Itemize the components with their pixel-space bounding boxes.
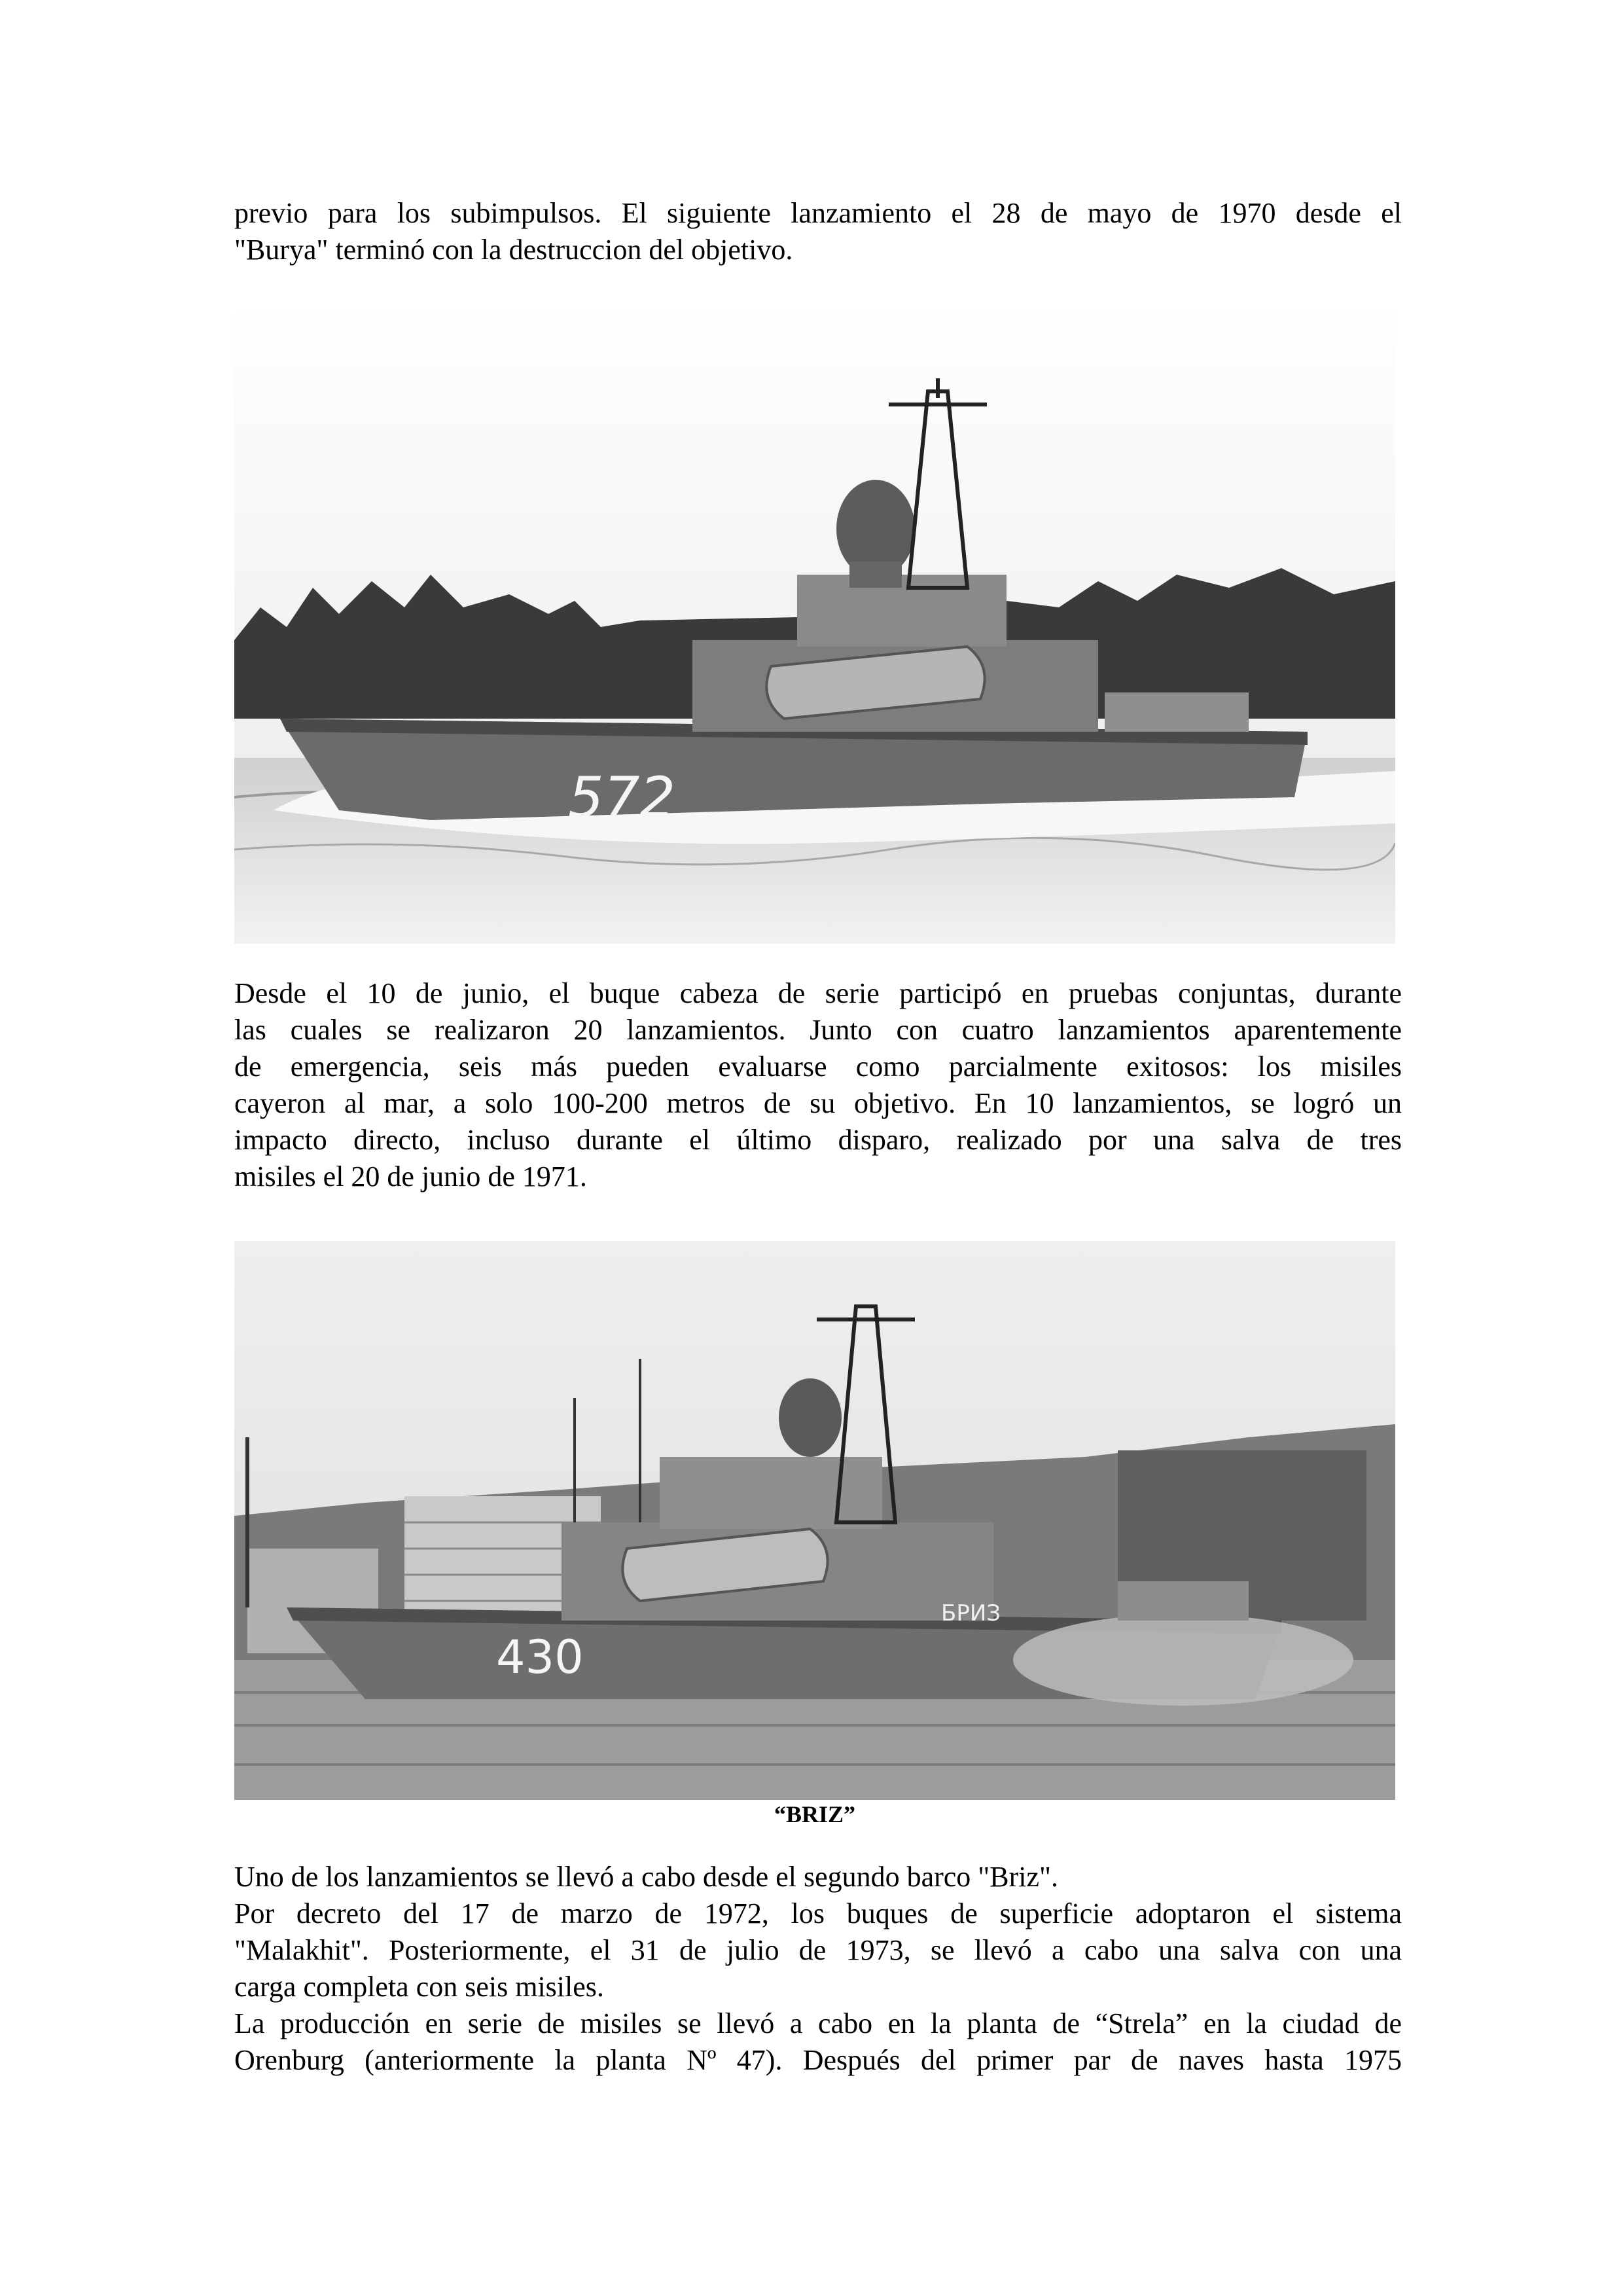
text-line: cayeron al mar, a solo 100-200 metros de su objetivo. En 10 lanzamientos, se logró un [234, 1087, 1402, 1119]
hull-number: 572 [568, 765, 676, 831]
text-line: Por decreto del 17 de marzo de 1972, los buques de superficie adoptaron el sistema [234, 1897, 1402, 1929]
text-line: de emergencia, seis más pueden evaluarse como parcialmente exitosos: los misiles [234, 1050, 1402, 1083]
text-line: impacto directo, incluso durante el último disparo, realizado por una salva de tres [234, 1124, 1402, 1156]
text-line: carga completa con seis misiles. [234, 1971, 604, 2003]
text-line: previo para los subimpulsos. El siguiente lanzamiento el 28 de mayo de 1970 desde el [234, 197, 1402, 229]
paragraph-2 [234, 975, 1402, 1195]
photo-caption: “BRIZ” [774, 1801, 856, 1827]
text-line: Desde el 10 de junio, el buque cabeza de serie participó en pruebas conjuntas, durante [234, 977, 1402, 1009]
text-line: "Malakhit". Posteriormente, el 31 de julio de 1973, se llevó a cabo una salva con una [234, 1934, 1402, 1966]
text-line: Uno de los lanzamientos se llevó a cabo desde el segundo barco "Briz". [234, 1861, 1058, 1893]
photo-missile-ship-572 [234, 300, 1395, 944]
paragraph-3 [234, 1859, 1402, 2079]
hull-number: 430 [496, 1630, 584, 1684]
text-line: Orenburg (anteriormente la planta Nº 47). Después del primer par de naves hasta 1975 [234, 2044, 1402, 2076]
text-line: las cuales se realizaron 20 lanzamientos. Junto con cuatro lanzamientos aparentemente [234, 1014, 1402, 1046]
text-line: La producción en serie de misiles se llevó a cabo en la planta de “Strela” en la ciudad de [234, 2007, 1402, 2039]
text-line: misiles el 20 de junio de 1971. [234, 1160, 587, 1193]
hull-name: БРИЗ [941, 1600, 1001, 1626]
paragraph-1 [234, 195, 1402, 268]
photo-missile-ship-briz [234, 1241, 1395, 1800]
text-line: "Burya" terminó con la destruccion del objetivo. [234, 234, 793, 266]
